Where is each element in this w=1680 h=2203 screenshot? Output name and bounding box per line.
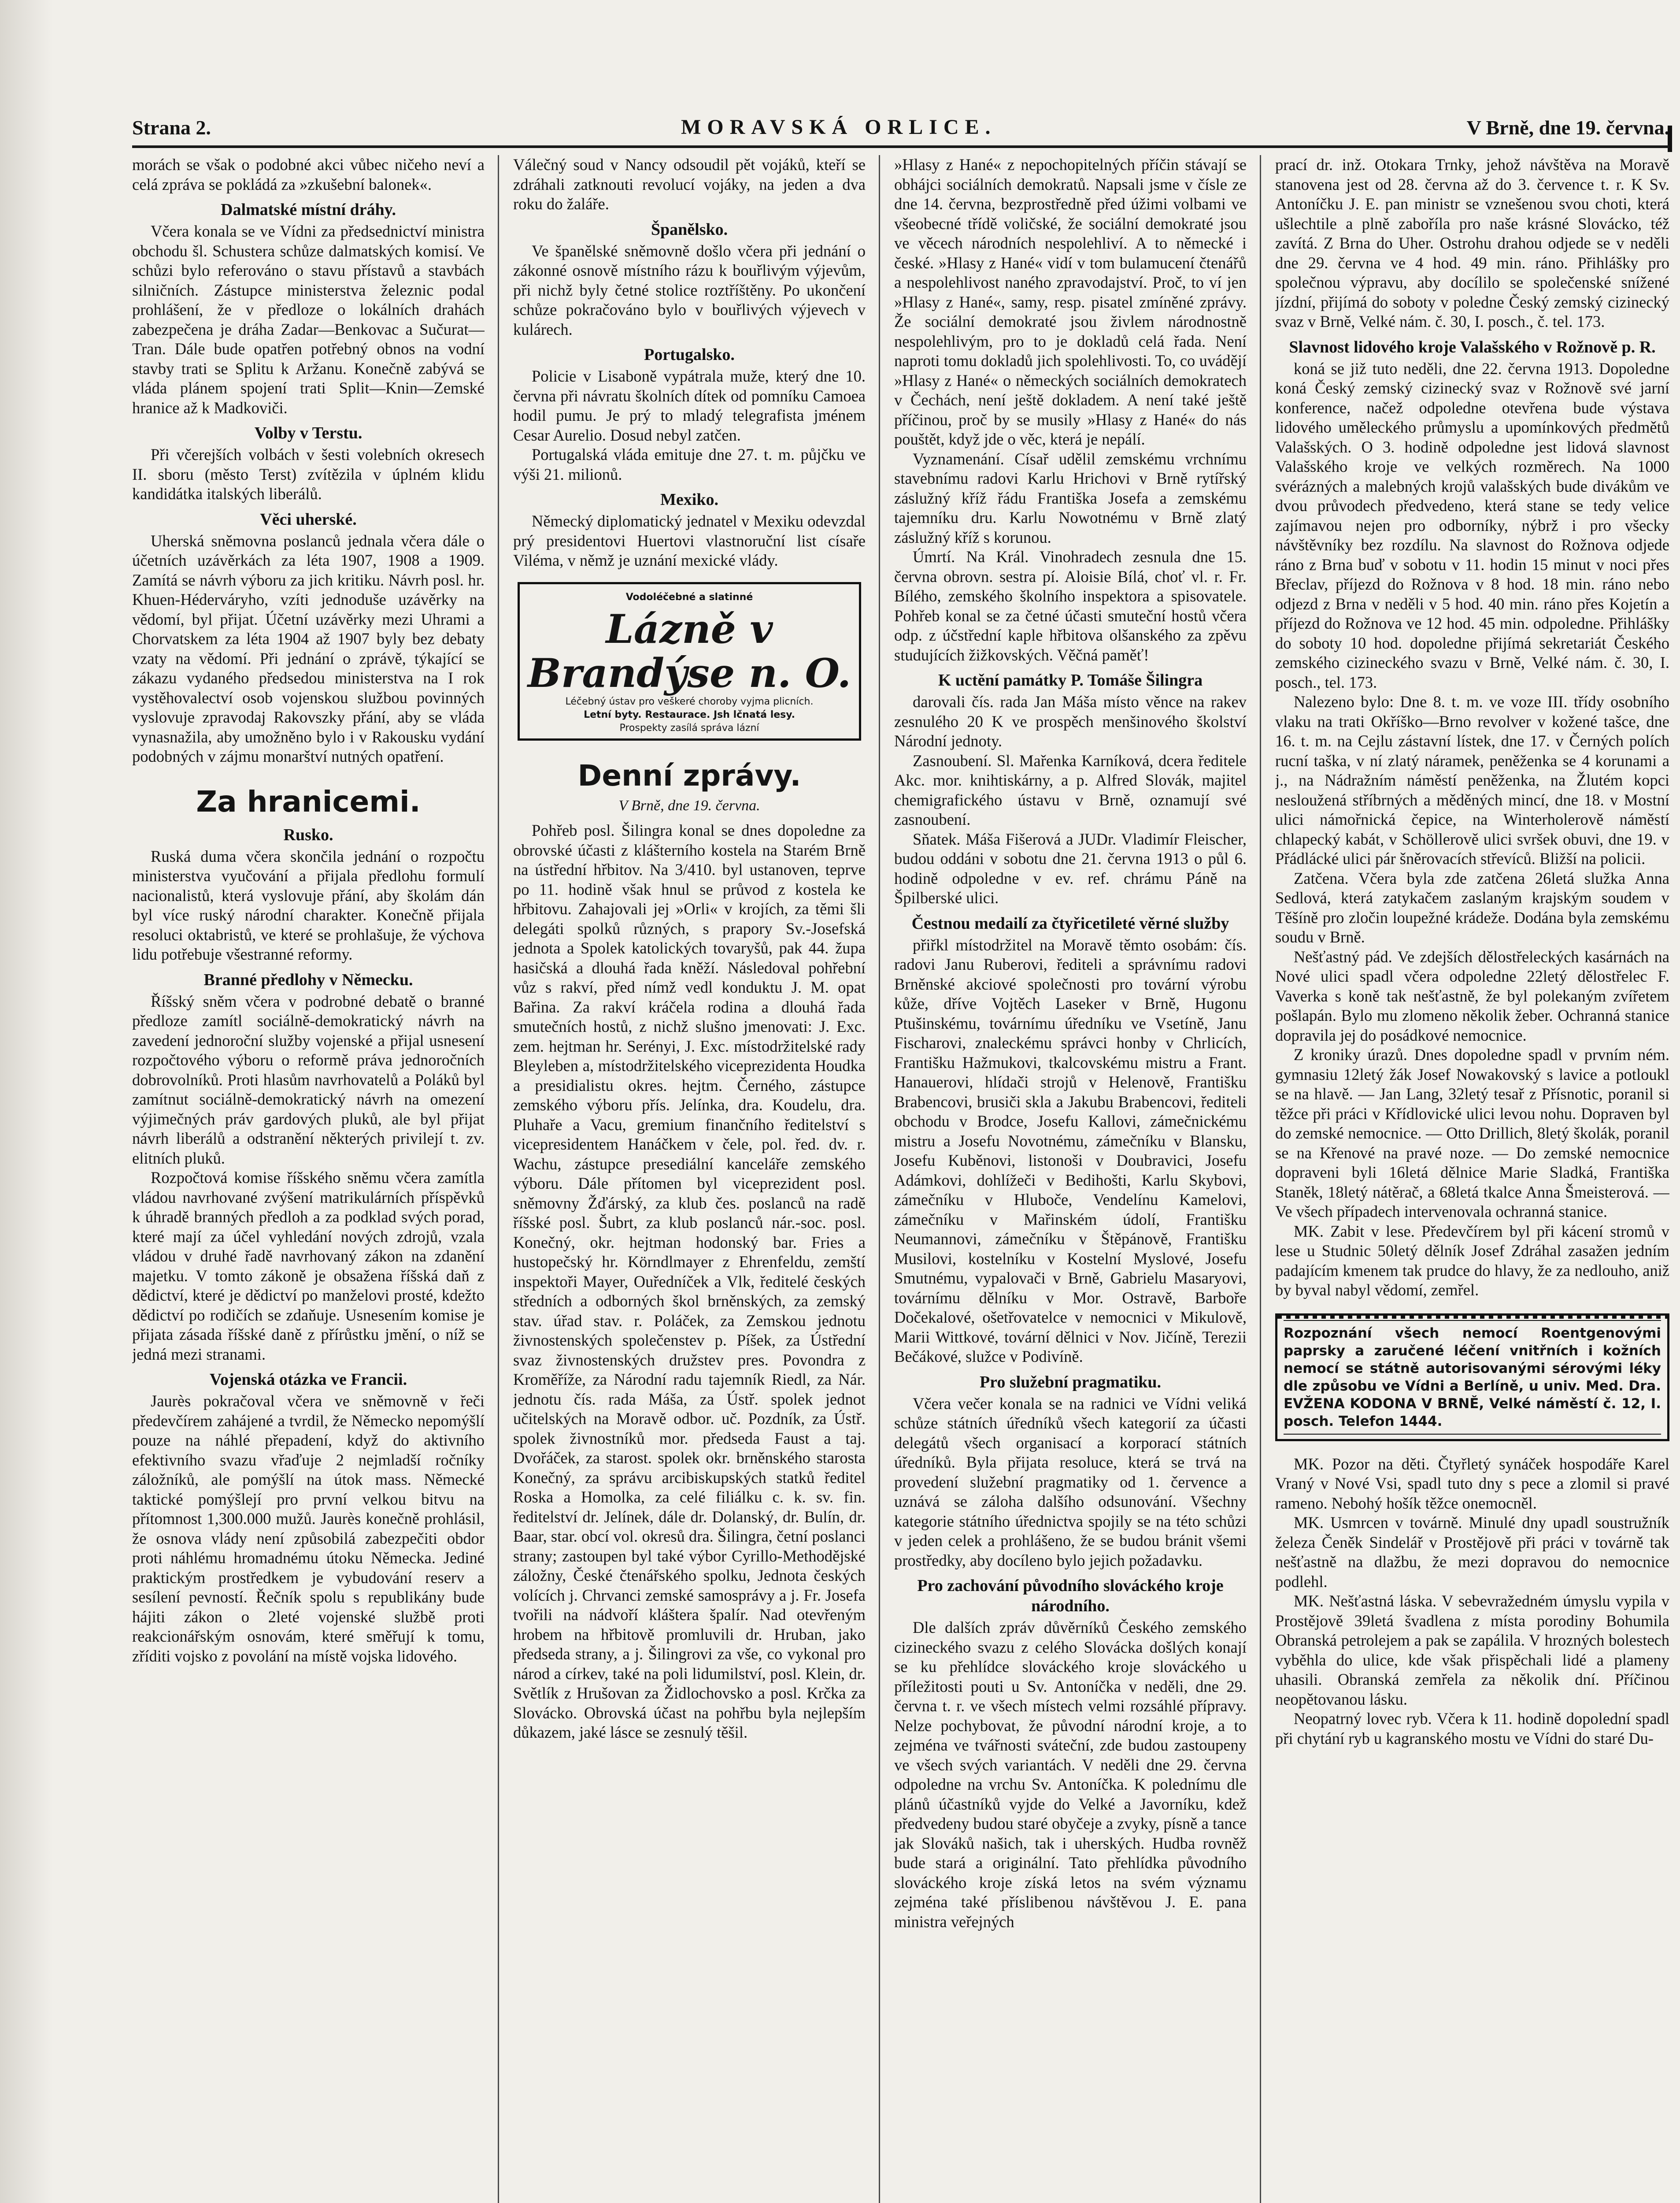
ad-line: Prospekty zasílá správa lázní bbox=[619, 723, 759, 734]
section-heading: Čestnou medailí za čtyřicetileté věrné služby bbox=[911, 914, 1229, 933]
article-paragraph: Včera večer konala se na radnici ve Vídni veliká schůze státních úředníků všech kategorií za účasti delegátů všech organisací a korporací státních úředníků. Byla přijata resoluce, která se trvá na provedení služební pragmatiky od 1. července a uznává se záloha dalšího odsunování. Všechny kategorie státního úřednictva spojily se na této schůzi v jeden celek a prohlášeno, že se budou bránit všemi prostředky, aby docíleno bylo jejich požadavku. bbox=[894, 1394, 1247, 1569]
article-paragraph: Uherská sněmovna poslanců jednala včera dále o účetních uzávěrkách za léta 1907, 1908 a 1909. Zamítá se návrh výboru za jich kritiku. Návrh posl. hr. Khuen-Héderváryho, vzíti jednoduše uzávěrky na vědomí, byl přijat. Účetní uzávěrky mezi Uhrami a Chorvatskem za léta 1904 až 1907 byly bez debaty vzaty na vědomí. Při jednání o zprávě, týkající se zákazu vydaného předsedou ministerstva na I rok vystěhovalectví osob vojenskou službou povinných vyslovuje zpravodaj Rakovszky přání, aby se vláda vynasnažila, aby umožněno bylo i v Rakousku vydání podobných v zájmu monarštví nutných opatření. bbox=[132, 531, 485, 765]
section-heading: Vojenská otázka ve Francii. bbox=[209, 1370, 407, 1389]
article-paragraph: Ve španělské sněmovně došlo včera při jednání o zákonné osnově místního rázu k bouřlivým výjevům, při nichž byly četné stolice roztříštěny. Po ukončení schůze pokračováno bylo v bouřlivých výjevech v kulárech. bbox=[513, 241, 866, 338]
section-heading: Volby v Terstu. bbox=[254, 424, 363, 442]
section-heading: Mexiko. bbox=[660, 490, 718, 509]
column-4 bbox=[1275, 155, 1669, 2203]
column-2 bbox=[513, 155, 866, 2203]
article-paragraph: koná se již tuto neděli, dne 22. června 1913. Dopoledne koná Český zemský cizinecký svaz v Rožnově své jarní konference, načež odpoledne otevřena bude výstava lidového uměleckého průmyslu a upomínkových předmětů Valašských. O 3. hodině odpoledne jest lidová slavnost Valašského kroje ve velkých rozměrech. Na 1000 svérázných a malebných krojů valašských bude divákům ve dvou průvodech předvedeno, která stane se tedy velice zajímavou nejen pro odborníky, nýbrž i pro všecky návštěvníky bez rozdílu. Na slavnost do Rožnova odjede ráno z Brna buď v sobotu v 11. hodin 15 minut v noci přes Břeclav, příjezd do Rožnova v 8 hod. 18 min. ráno nebo odjezd z Brna v neděli v 5 hod. 40 min. ráno přes Kojetín a příjezd do Rožnova ve 12 hod. 45 min. odpoledne. Přihlášky do soboty 10 hod. dopoledne přijímá sekretariát Českého zemského cizineckého svazu v Brně, Velké nám. č. 30, I. posch., tel. 173. bbox=[1275, 359, 1669, 691]
section-heading: Slavnost lidového kroje Valašského v Rožnově p. R. bbox=[1289, 337, 1656, 356]
section-heading: Věci uherské. bbox=[260, 510, 357, 529]
article-paragraph: Německý diplomatický jednatel v Mexiku odevzdal prý presidentovi Huertovi vlastnoruční list císaře Viléma, v němž je uznání mexické vlády. bbox=[513, 512, 866, 569]
page-number: Strana 2. bbox=[132, 116, 211, 139]
article-paragraph: prací dr. inž. Otokara Trnky, jehož návštěva na Moravě stanovena jest od 28. června až do 3. července t. r. K Sv. Antoníčku J. E. pan ministr se vznešenou svou choti, která ušlechtile a plně zaboříla pro naše krásné Slovácko, též zavítá. Z Brna do Uher. Ostrohu drahou odjede se v neděli dne 29. června ve 4 hod. 49 min. ráno. Přihlášky pro společnou výpravu, aby docílilo se společenské snížené jízdní, přijímá do soboty v poledne Český zemský cizinecký svaz v Brně, Velké nám. č. 30, I. posch., č. tel. 173. bbox=[1275, 156, 1669, 330]
article-paragraph: Nalezeno bylo: Dne 8. t. m. ve voze III. třídy osobního vlaku na trati Okříško—Brno revolver v kožené tašce, dne 16. t. m. na Cejlu zástavní lístek, dne 17. v Černých polích rucní taška, v ní zlatý náramek, peněženka se 4 korunami a j., na Nádražním náměstí peněženka, na Žlutém kopci nesloužená stříbrných a měděných mincí, dne 18. v Mostní ulici námořnická čepice, na Winterholerově náměstí chlapecký kabát, v Schöllerově ulici svršek obuvi, dne 19. v Přádlácké ulici pár šněrovacích střevíců. Bližší na policii. bbox=[1275, 693, 1669, 868]
article-paragraph: Válečný soud v Nancy odsoudil pět vojáků, kteří se zdráhali zatknouti revolucí vojáky, na jeden a dva roku do žaláře. bbox=[513, 156, 866, 213]
article-paragraph: Úmrtí. Na Král. Vinohradech zesnula dne 15. června obrovn. sestra pí. Aloisie Bílá, choť vl. r. Fr. Bílého, zemského školního inspektora a spisovatele. Pohřeb konal se za četné účasti smuteční hostů včera odp. z účstřední kaple hřbitova olšanského za zpěvu studujících žižkovských. Věčná paměť! bbox=[894, 548, 1247, 664]
article-paragraph: Vyznamenání. Císař udělil zemskému vrchnímu stavebnímu radovi Karlu Hrichovi v Brně rytířský záslužný kříž řádu Františka Josefa a zemskému tajemníku dru. Karlu Nowotnému v Brně zlatý záslužný kříž s korunou. bbox=[894, 449, 1247, 546]
article-paragraph: MK. Zabit v lese. Předevčírem byl při kácení stromů v lese u Studnic 50letý dělník Josef Zdráhal zasažen jedním padajícím kmenem tak prudce do hlavy, že za nedlouho, aniž by byval nabyl vědomí, zemřel. bbox=[1275, 1222, 1669, 1299]
spa-advertisement bbox=[518, 582, 861, 741]
newspaper-title: MORAVSKÁ ORLICE. bbox=[681, 115, 997, 139]
article-paragraph: Pohřeb posl. Šilingra konal se dnes dopoledne za obrovské účasti z klášterního kostela na Starém Brně na ústřední hřbitov. Na 3/410. byl ustanoven, teprve po 11. hodině však hnul se průvod z kostela ke hřbitovu. Zahajovali jej »Orli« v krojích, za těmi šli delegáti spolků různých, s prapory Sv.-Josefská jednota a Spolek katolických tovaryšů, pak 44. župa hasičská a dlouhá řada kněží. Následoval pohřební vůz s rakví, před nímž vedl konduktu J. M. opat Bařina. Za rakví kráčela rodina a dlouhá řada smutečních hostů, z nichž slušno jmenovati: J. Exc. zem. hejtman hr. Serényi, J. Exc. místodržitelské rady Bleyleben a, místodržitelského viceprezidenta Houdka a presidialistu okres. hejtm. Černého, zástupce zemského výboru přís. Jelínka, dra. Koudelu, dra. Pluhaře a Vacu, gremium finančního ředitelství s vicepresidentem Hanáčkem v čele, pol. řed. dv. r. Wachu, zástupce presediální kanceláře zemského výboru. Dále přítomen byl viceprezident posl. sněmovny Žďárský, za klub čes. poslanců na radě říšské posl. Šubrt, za klub poslanců nár.-soc. posl. Konečný, okr. hejtman hodonský bar. Fries a hustopečský hr. Körndlmayer z Ehrenfeldu, zemští inspektoři Mayer, Ouředníček a Vlk, ředitelé českých středních a odborných škol brněnských, za zemský stav. úřad stav. r. Poláček, za Zemskou jednotu živnostenských společenstev p. Píšek, za Ústřední svaz živnostenských družstev pres. Povondra z Kroměříže, za Národní radu tajemník Riedl, za Nár. jednotu čís. rada Máša, za Ústř. spolek jednot učitelských na Moravě odbor. uč. Pozdník, za Ústř. spolek živnostníků mor. předseda Faust a taj. Dvořáček, za starost. spolek okr. brněnského starosta Konečný, za správu arcibiskupských statků ředitel Roska a Homolka, za celé filiálku c. k. sv. fin. ředitelství dr. Jelínek, dále dr. Dolanský, dr. Bulín, dr. Baar, star. obcí vol. okresů dra. Šilingra, četní poslanci strany; zastoupen byl také výbor Cyrillo-Methodějské záložny, České čtenářského spolku, Jednota českých volících j. Chrvanci zemské samosprávy a j. Fr. Josefa tvořili na nádvoří kláštera špalír. Nad otevřeným hrobem na hřbitově promluvili dr. Hruban, jako předseda strany, a j. Šilingrovi za vše, co vykonal pro národ a církev, také na poli lidumilství, posl. Klein, dr. Světlík z Hrušovan za Židlochovsko a posl. Krčka za Slovácko. Obrovská účast na pohřbu byla nejlepším důkazem, jaké lásce se zesnulý těšil. bbox=[513, 821, 866, 1741]
dateline: V Brně, dne 19. června. bbox=[1466, 116, 1669, 139]
section-heading: Španělsko. bbox=[651, 220, 728, 239]
column-rule bbox=[498, 155, 499, 2203]
article-paragraph: Jaurès pokračoval včera ve sněmovně v řeči předevčírem zahájené a tvrdil, že Německo nepomýšlí pouze na náhlé přepadení, když do aktivního efektivního svazu vřaďuje 2 nejmladší ročníky záložníků, ale pomýšlí na útok mass. Německé taktické pomýšlejí pro první velkou bitvu na přítomnost 1,300.000 mužů. Jaurès konečně prohlásil, že osnova vlády není způsobilá zabezpečiti obdor proti náhlému hromadnému útoku Německa. Jediné praktickým prostředkem je vybudování reserv a sesílení pevností. Řečník spolu s republikány bude hájiti zákon o 2leté vojenské službě proti reakcionářským osnovám, které směřují k tomu, zříditi vojsko z povolání na místě vojska lidového. bbox=[132, 1392, 485, 1665]
article-paragraph: Ruská duma včera skončila jednání o rozpočtu ministerstva vyučování a přijala předlohu formulí nacionalistů, která vyslovuje přání, aby školám dán byl více ruský národní charakter. Konečně přijala resoluci oktabristů, ve které se prohlašuje, že výchova lidu potřebuje všestranné reformy. bbox=[132, 847, 485, 963]
article-paragraph: MK. Nešťastná láska. V sebevražedném úmyslu vypila v Prostějově 39letá švadlena z místa porodiny Bohumila Obranská petrolejem a pak se zapálila. V hrozných bolestech vyběhla do ulice, kde však přispěchali lidé a plameny uhasili. Obranská zemřela za několik dní. Příčinou neopětovanou lásku. bbox=[1275, 1592, 1669, 1708]
ad-tagline: Vodoléčebné a slatinné bbox=[625, 591, 753, 603]
column-rule bbox=[879, 155, 880, 2203]
section-title: Za hranicemi. bbox=[196, 784, 421, 819]
ad-line: Letní byty. Restaurace. Jsh lčnatá lesy. bbox=[584, 709, 795, 720]
ad-spa-name: Lázně v Brandýse n. O. bbox=[527, 606, 851, 697]
article-paragraph: Zatčena. Včera byla zde zatčena 26letá služka Anna Sedlová, která zatykačem zaslaným krajským soudem v Těšíně pro zločin loupežné krádeže. Dodána byla zemskému soudu v Brně. bbox=[1275, 869, 1669, 946]
article-paragraph: »Hlasy z Hané« z nepochopitelných příčin stávají se obhájci sociálních demokratů. Napsali jsme v čísle ze dne 14. června, bezprostředně před úžimi volbami ve všeobecné třídě voličské, že sociální demokraté jsou ve věcech národních nespolehliví. A to německé i české. »Hlasy z Hané« vidí v tom bulamucení čtenářů a nespolehlivost naného zpravodajství. Proč, to ví jen »Hlasy z Hané«, samy, resp. pisatel zmíněné zprávy. Že sociální demokraté jsou živlem národnostně nespolehlivým, pro to je dokladů celá řada. Není naproti tomu dokladů jich spolehlivosti. To, co uvádějí »Hlasy z Hané« o německých sociálních demokratech v Čechách, není ještě dokladem. A není také ještě příčinou, proč by se musily »Hlasy z Hané« do nás pouštět, když jde o věc, která je nepálí. bbox=[894, 156, 1247, 448]
section-title: Denní zprávy. bbox=[577, 759, 801, 793]
section-heading: Rusko. bbox=[283, 825, 333, 844]
article-paragraph: Včera konala se ve Vídni za předsednictví ministra obchodu šl. Schustera schůze dalmatských komisí. Ve schůzi bylo referováno o stavu přístavů a stavbách silničních. Zástupce ministerstva železnic podal prohlášení, že v předloze o lokálních drahách zabezpečena je dráha Zadar—Benkovac a Sučurat—Tran. Dále bude opatřen potřebný obnos na vodní stavby trati se Splitu k Aržanu. Konečně zabývá se vláda plánem spojení trati Split—Knin—Zemské hranice až k Madkoviči. bbox=[132, 222, 485, 417]
article-paragraph: Z kroniky úrazů. Dnes dopoledne spadl v prvním ném. gymnasiu 12letý žák Josef Nowakovský s lavice a potloukl se na hlavě. — Jan Lang, 32letý tesař z Přísnotic, poranil si těžce při práci v Křídlovické ulici levou nohu. Dopraven byl do zemské nemocnice. — Otto Drillich, 8letý školák, poranil se na Křenové na pravé noze. — Do zemské nemocnice dopraveni byli 16letá dělnice Marie Sladká, Františka Staněk, 18letý nátěrač, a 68letá tkalce Anna Šmeisterová. — Ve všech případech intervenovala ochranná stanice. bbox=[1275, 1046, 1669, 1220]
section-heading: Dalmatské místní dráhy. bbox=[221, 200, 396, 219]
article-paragraph: Portugalská vláda emituje dne 27. t. m. půjčku ve výši 21. milionů. bbox=[513, 445, 866, 483]
header-rule bbox=[132, 145, 1669, 148]
section-heading: K uctění památky P. Tomáše Šilingra bbox=[938, 671, 1203, 690]
article-paragraph: Nešťastný pád. Ve zdejších dělostřeleckých kasárnách na Nové ulici spadl včera odpoledne 22letý dělostřelec F. Vaverka s koně tak nešťastně, že byl polekaným zvířetem pošlapán. Bylo mu zlomeno několik žeber. Ochranná stanice dopravila jej do posádkové nemocnice. bbox=[1275, 947, 1669, 1044]
section-heading: Branné předlohy v Německu. bbox=[204, 970, 413, 989]
article-paragraph: Policie v Lisaboně vypátrala muže, který dne 10. června při návratu školních dítek od pomníku Camoea hodil pumu. Je prý to mladý telegrafista jménem Cesar Aurelio. Dosud nebyl zatčen. bbox=[513, 367, 866, 444]
article-paragraph: Dle dalších zpráv důvěrníků Českého zemského cizineckého svazu z celého Slovácka došlých konají se ku přehlídce slováckého kroje slováckého u příležitosti pouti u Sv. Antoníčka v neděli, dne 29. června t. r. ve všech místech velmi rozsáhlé přípravy. Nelze pochybovat, že původní národní kroje, a to zejména ve tvářnosti sváteční, zde budou zastoupeny ve všech svých variantách. V neděli dne 29. června odpoledne na vrchu Sv. Antoníčka. K polednímu dle plánů účastníků vyjde do Velké a Javorníku, kdež předvedeny budou staré obyčeje a zvyky, písně a tance jak Slováků našich, tak i uherských. Hudba rovněž bude stará a originální. Tato přehlídka původního slováckého kroje získá letos na svém významu zejména také příslibenou návštěvou J. E. pana ministra veřejných bbox=[894, 1618, 1247, 1931]
article-paragraph: Neopatrný lovec ryb. Včera k 11. hodině dopolední spadl při chytání ryb u kagranského mostu ve Vídni do staré Du- bbox=[1275, 1710, 1669, 1747]
section-heading: Pro služební pragmatiku. bbox=[979, 1372, 1162, 1391]
article-paragraph: přiřkl místodržitel na Moravě těmto osobám: čís. radovi Janu Ruberovi, řediteli a správnímu radovi Brněnské akciové společnosti pro tovární výrobu kůže, dříve Vojtěch Laseker v Brně, Hugonu Ptušinskému, továrnímu úředníku ve Vsetíně, Janu Fischarovi, znaleckému správci honby v Chrlicích, Františku Hažmukovi, tkalcovskému mistru a Frant. Hanauerovi, hlídači strojů v Helenově, Františku Brabencovi, brusiči skla a Jakubu Brabencovi, řediteli obchodu v Brodce, Josefu Kallovi, zámečnickému mistru a Josefu Novotnému, zámečníku v Blansku, Josefu Kuběnovi, listonoši v Doubravici, Josefu Adámkovi, dohlížeči v Bedihošti, Karlu Skybovi, zámečníku v Hluboče, Vendelínu Kamelovi, zámečníku v Mařinském údolí, Františku Neumannovi, zámečníku v Štěpánově, Františku Musilovi, kostelníku v Kostelní Myslové, Josefu Smutnému, vypalovači v Brně, Gabrielu Masaryovi, továrnímu dělníku v Mor. Ostravě, Barboře Dočekalové, ošetřovatelce v nemocnici v Mikulově, Marii Wittkové, tovární dělnici v Nov. Jičíně, Terezii Bečákové, služce v Podivíně. bbox=[894, 935, 1247, 1365]
article-paragraph: Říšský sněm včera v podrobné debatě o branné předloze zamítl sociálně-demokratický návrh na zavedení jednoroční služby vojenské a přijal usnesení rozpočtového výboru o reformě práva jednoročních dobrovolníků. Proti hlasům navrhovatelů a Poláků byl zamítnut sociálně-demokratický návrh na omezení výjimečných práv gardových pluků, ale byl přijat návrh liberálů a odstranění některých privilejí t. zv. elitních pluků. bbox=[132, 992, 485, 1167]
article-paragraph: darovali čís. rada Jan Máša místo věnce na rakev zesnulého 20 K ve prospěch menšinového školství Národní jednoty. bbox=[894, 693, 1247, 750]
column-3 bbox=[894, 155, 1247, 2203]
clinic-advertisement bbox=[1275, 1313, 1669, 1441]
section-dateline: V Brně, dne 19. června. bbox=[618, 797, 760, 814]
article-paragraph: Sňatek. Máša Fišerová a JUDr. Vladimír Fleischer, budou oddáni v sobotu dne 21. června 1913 o půl 6. hodině odpoledne v ev. ref. chrámu Páně na Špilberské ulici. bbox=[894, 830, 1247, 907]
ad-text: Rozpoznání všech nemocí Roentgenovými paprsky a zaručené léčení vnitřních i kožních nemocí se státně autorisovanými sérovými léky dle způsobu ve Vídni a Berlíně, u univ. Med. Dra. EVŽENA KODONA V BRNĚ, Velké náměstí č. 12, I. posch. Telefon 1444. bbox=[1284, 1320, 1661, 1435]
ad-line: Léčebný ústav pro veškeré choroby vyjma plicních. bbox=[565, 696, 814, 707]
article-paragraph: MK. Pozor na děti. Čtyřletý synáček hospodáře Karel Vraný v Nové Vsi, spadl tuto dny s pece a zlomil si pravé rameno. Nebohý hošík těžce onemocněl. bbox=[1275, 1454, 1669, 1512]
article-paragraph: morách se však o podobné akci vůbec ničeho neví a celá zpráva se pokládá za »zkušební balonek«. bbox=[132, 156, 485, 193]
scan-edge-shadow bbox=[0, 0, 53, 2203]
article-paragraph: Zasnoubení. Sl. Mařenka Karníková, dcera ředitele Akc. mor. knihtiskárny, a p. Alfred Slovák, majitel chemigrafického ústavu v Brně, oznamují své zasnoubení. bbox=[894, 751, 1247, 828]
section-heading: Portugalsko. bbox=[644, 345, 735, 364]
article-paragraph: Rozpočtová komise říšského sněmu včera zamítla vládou navrhované zvýšení matrikulárních příspěvků k úhradě branných předloh a za podklad svých porad, které mají za účel vyhledání nových zdrojů, vzala vládou v druhé řadě navrhovaný zákon na zdanění majetku. V tomto zákoně je obsažena říšská daň z dědictví, které je dědictví po manželovi prosté, kdežto dědictví po rodičích se zdaňuje. Usnesením komise je přijata zásada říšské daně z přírůstku jmění, o níž se jedná mezi stranami. bbox=[132, 1168, 485, 1363]
section-heading: Pro zachování původního slováckého kroje národního. bbox=[917, 1576, 1224, 1615]
article-paragraph: Při včerejších volbách v šesti volebních okresech II. sboru (město Terst) zvítězila v úplném klidu kandidátka italských liberálů. bbox=[132, 445, 485, 503]
column-rule bbox=[1260, 155, 1261, 2203]
column-1 bbox=[132, 155, 485, 2203]
article-paragraph: MK. Usmrcen v továrně. Minulé dny upadl soustružník železa Čeněk Sindelář v Prostějově při práci v továrně tak nešťastně na dlažbu, že mezi dopravou do nemocnice podlehl. bbox=[1275, 1513, 1669, 1591]
page-header bbox=[132, 115, 1669, 139]
